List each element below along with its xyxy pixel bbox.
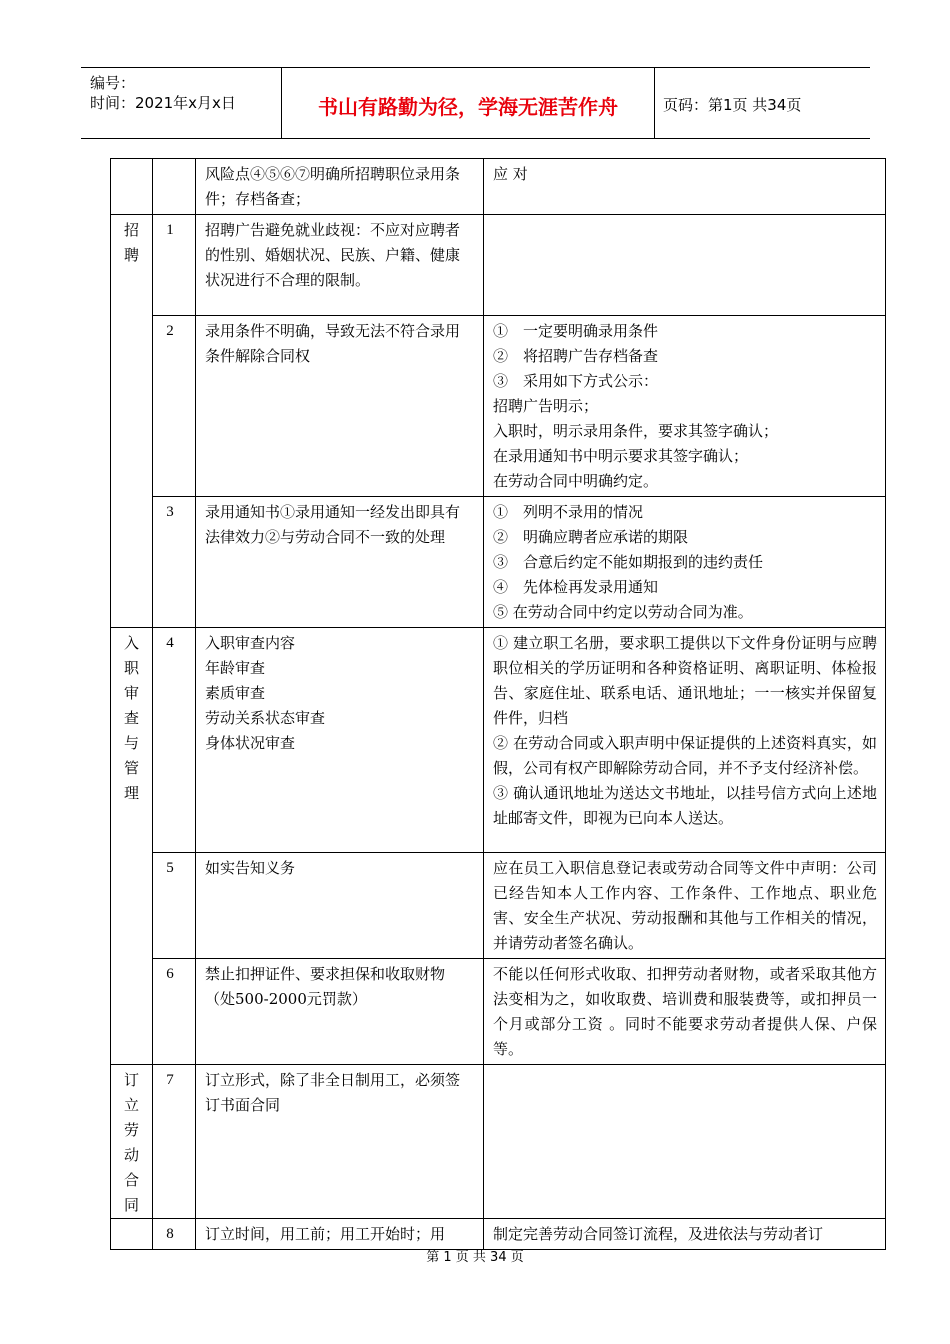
response-cell <box>484 497 886 628</box>
response-line: 在劳动合同中明确约定。 <box>493 472 659 490</box>
response-cell <box>484 316 886 497</box>
risk-header-cell: 风险点④⑤⑥⑦明确所招聘职位录用条件；存档备查； <box>196 159 484 215</box>
response-line: 招聘广告明示； <box>493 397 599 415</box>
risk-cell: 招聘广告避免就业歧视：不应对应聘者的性别、婚姻状况、民族、户籍、健康状况进行不合理的限制。 <box>196 215 484 316</box>
response-line: ② 明确应聘者应承诺的期限 <box>493 528 689 546</box>
table-row <box>111 215 886 316</box>
header-left-cell <box>81 68 281 138</box>
response-line: ③ 采用如下方式公示： <box>493 372 659 390</box>
response-paragraph: ② 在劳动合同或入职声明中保证提供的上述资料真实，如假，公司有权产即解除劳动合同，并不予支付经济补偿。 <box>493 734 877 777</box>
risk-cell: 订立时间，用工前；用工开始时；用 <box>196 1219 484 1250</box>
response-cell <box>484 628 886 853</box>
table-row <box>111 1065 886 1219</box>
row-number: 2 <box>153 316 196 497</box>
risk-line: 劳动关系状态审查 <box>205 709 326 727</box>
response-line: 入职时，明示录用条件，要求其签字确认； <box>493 422 779 440</box>
category-recruit: 招聘 <box>111 215 153 628</box>
table-row <box>111 497 886 628</box>
table-row <box>111 628 886 853</box>
risk-line: 年龄审查 <box>205 659 266 677</box>
row-number: 7 <box>153 1065 196 1219</box>
empty-cell <box>111 159 153 215</box>
table-row <box>111 1219 886 1250</box>
header-right-cell <box>655 68 870 138</box>
table-row <box>111 853 886 959</box>
document-code-label: 编号： <box>90 74 136 92</box>
category-contract: 订立劳动合同 <box>111 1065 153 1219</box>
response-line: 在录用通知书中明示要求其签字确认； <box>493 447 749 465</box>
empty-cell <box>111 1219 153 1250</box>
row-number: 1 <box>153 215 196 316</box>
response-line: ④ 先体检再发录用通知 <box>493 578 659 596</box>
risk-cell: 录用条件不明确，导致无法不符合录用条件解除合同权 <box>196 316 484 497</box>
table-header-row <box>111 159 886 215</box>
response-line: ① 列明不录用的情况 <box>493 503 644 521</box>
response-cell <box>484 215 886 316</box>
risk-line: 素质审查 <box>205 684 266 702</box>
row-number: 4 <box>153 628 196 853</box>
response-line: ⑤ 在劳动合同中约定以劳动合同为准。 <box>493 603 753 621</box>
risk-cell: 录用通知书①录用通知一经发出即具有法律效力②与劳动合同不一致的处理 <box>196 497 484 628</box>
category-onboarding: 入职审查与管理 <box>111 628 153 1065</box>
risk-line: 身体状况审查 <box>205 734 296 752</box>
response-paragraph: ① 建立职工名册，要求职工提供以下文件身份证明与应聘职位相关的学历证明和各种资格证明、离职证明、体检报告、家庭住址、联系电话、通讯地址；一一核实并保留复件件，归档 <box>493 634 877 727</box>
response-cell: 不能以任何形式收取、扣押劳动者财物，或者采取其他方法变相为之，如收取费、培训费和服装费等，或扣押员一个月或部分工资 。同时不能要求劳动者提供人保、户保等。 <box>484 959 886 1065</box>
page-footer: 第 1 页 共 34 页 <box>426 1250 524 1265</box>
response-cell: 制定完善劳动合同签订流程，及进依法与劳动者订 <box>484 1219 886 1250</box>
table-row <box>111 959 886 1065</box>
risk-cell: 禁止扣押证件、要求担保和收取财物（处500-2000元罚款） <box>196 959 484 1065</box>
risk-cell <box>196 628 484 853</box>
row-number: 5 <box>153 853 196 959</box>
risk-cell: 如实告知义务 <box>196 853 484 959</box>
risk-line: 入职审查内容 <box>205 634 296 652</box>
row-number: 6 <box>153 959 196 1065</box>
response-cell <box>484 1065 886 1219</box>
response-line: ① 一定要明确录用条件 <box>493 322 659 340</box>
document-time-label: 时间：2021年x月x日 <box>90 94 236 112</box>
header-page-info: 页码：第1页 共34页 <box>663 96 802 114</box>
table-row <box>111 316 886 497</box>
empty-cell <box>153 159 196 215</box>
response-cell: 应在员工入职信息登记表或劳动合同等文件中声明：公司已经告知本人工作内容、工作条件、工作地点、职业危害、安全生产状况、劳动报酬和其他与工作相关的情况，并请劳动者签名确认。 <box>484 853 886 959</box>
risk-table <box>110 158 886 1250</box>
row-number: 8 <box>153 1219 196 1250</box>
row-number: 3 <box>153 497 196 628</box>
header-motto: 书山有路勤为径，学海无涯苦作舟 <box>318 95 618 119</box>
response-header-cell: 应 对 <box>484 159 886 215</box>
response-paragraph: ③ 确认通讯地址为送达文书地址，以挂号信方式向上述地址邮寄文件，即视为已向本人送达。 <box>493 784 877 827</box>
header-center-cell <box>281 68 655 138</box>
document-header <box>81 67 870 139</box>
response-line: ② 将招聘广告存档备查 <box>493 347 659 365</box>
response-line: ③ 合意后约定不能如期报到的违约责任 <box>493 553 764 571</box>
risk-cell: 订立形式，除了非全日制用工，必须签订书面合同 <box>196 1065 484 1219</box>
